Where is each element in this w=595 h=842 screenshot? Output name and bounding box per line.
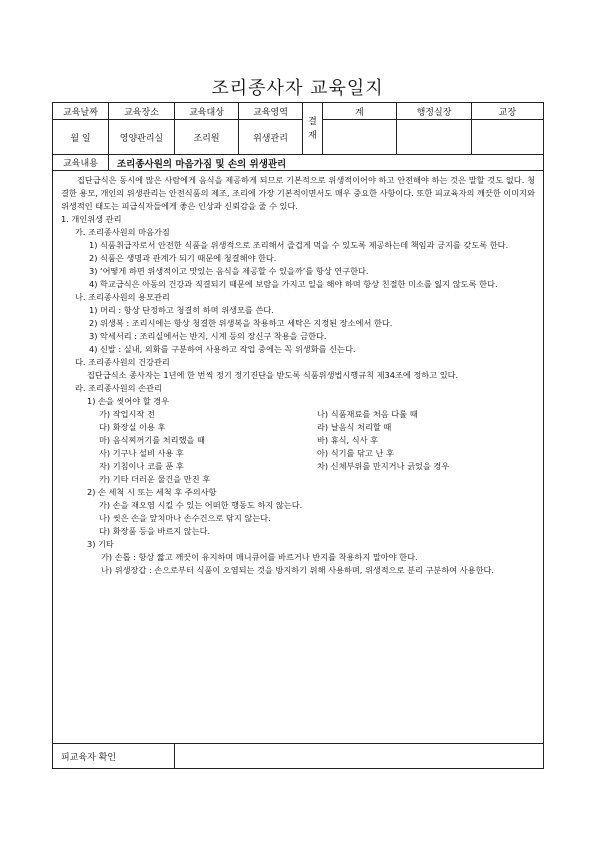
header-area: 교육영역 [239, 103, 303, 120]
value-place: 영양관리실 [109, 120, 175, 155]
list-item: 2) 위생복 : 조리시에는 항상 청결한 위생복을 착용하고 세탁은 지정된 장소에서 한다. [89, 318, 393, 328]
page-title: 조리종사자 교육일지 [211, 78, 384, 99]
list-item: 가) 손을 재오염 시킬 수 있는 어떠한 행동도 하지 않는다. [99, 500, 303, 510]
list-item: 1) 손을 씻어야 할 경우 [87, 396, 170, 406]
list-item: 마) 음식찌꺼기를 처리했을 때 바) 휴식, 식사 후 [99, 435, 379, 445]
list-item: 가) 작업시작 전 나) 식품재료를 처음 다룰 때 [99, 409, 418, 419]
subsection-heading: 가. 조리종사원의 마음가짐 [75, 227, 170, 237]
list-item: 1) 머리 : 항상 단정하고 청결히 하며 위생모를 쓴다. [89, 305, 274, 315]
header-date: 교육날짜 [53, 103, 109, 120]
list-item: 4) 학교급식은 아동의 건강과 직결되기 때문에 보람을 가지고 일을 해야 하며 항상 친절한 미소를 잃지 않도록 한다. [89, 279, 498, 289]
header-place: 교육장소 [109, 103, 175, 120]
list-item: 자) 기침이나 코를 푼 후 차) 신체부위를 만지거나 긁었을 경우 [99, 461, 450, 471]
content-topic: 조리종사원의 마음가짐 및 손의 위생관리 [109, 155, 544, 171]
list-item: 다) 화장품 등을 바르지 않는다. [99, 526, 211, 536]
list-item: 1) 식품취급자로서 안전한 식품을 위생적으로 조리해서 즐겁게 먹을 수 있도록 제공하는데 책임과 긍지를 갖도록 한다. [89, 240, 509, 250]
subsection-heading: 다. 조리종사원의 건강관리 [75, 357, 170, 367]
list-item: 가) 손톱 : 항상 짧고 깨끗이 유지하며 매니큐어를 바르거나 반지를 착용하지 말아야 한다. [101, 552, 418, 562]
trainee-confirm-field[interactable] [175, 744, 544, 769]
content-label: 교육내용 [53, 155, 109, 171]
value-target: 조리원 [175, 120, 239, 155]
list-item: 카) 기타 더러운 물건을 만진 후 [99, 474, 211, 484]
list-item: 사) 기구나 설비 사용 후 아) 식기를 닦고 난 후 [99, 448, 394, 458]
sign-admin[interactable] [397, 120, 472, 155]
section-heading: 1. 개인위생 관리 [61, 214, 122, 224]
list-item: 2) 손 세척 시 또는 세척 후 주의사항 [87, 487, 217, 497]
sign-principal[interactable] [472, 120, 544, 155]
value-area: 위생관리 [239, 120, 303, 155]
list-item: 나) 위생장갑 : 손으로부터 식품이 오염되는 것을 방지하기 위해 사용하며, 위생적으로 분리 구분하여 사용한다. [101, 565, 494, 575]
list-item: 3) 악세서리 : 조리실에서는 반지, 시계 등의 장신구 착용을 금한다. [89, 331, 327, 341]
header-target: 교육대상 [175, 103, 239, 120]
value-date: 월 일 [53, 120, 109, 155]
education-log-table [52, 102, 544, 769]
approver-admin: 행정실장 [397, 103, 472, 120]
trainee-confirm-label: 피교육자 확인 [53, 744, 175, 769]
subsection-heading: 라. 조리종사원의 손관리 [75, 383, 162, 393]
list-item: 3) 기타 [87, 539, 114, 549]
content-body [53, 171, 544, 744]
approval-label: 결 재 [303, 103, 323, 155]
list-item: 집단급식소 종사자는 1년에 한 번씩 정기 정기진단을 받도록 식품위생법시행규칙 제34조에 정하고 있다. [87, 370, 459, 380]
list-item: 다) 화장실 이용 후 라) 날음식 처리할 때 [99, 422, 392, 432]
intro-paragraph: 집단급식은 동시에 많은 사람에게 음식을 제공하게 되므로 기본적으로 위생적이어야 하고 안전해야 하는 것은 말할 것도 없다. 청결한 용모, 개인의 위생관리는 안전식품의 제조, 조리에 가장 기본적이면서도 매우 중요한 사항이다. 또한 피교육자의 깨끗한 이미지와 위생적인 태도는 피급식자들에게 좋은 인상과 신뢰감을 줄 수 있다. [61, 175, 535, 211]
list-item: 2) 식품은 생명과 관계가 되기 때문에 청결해야 한다. [89, 253, 277, 263]
list-item: 3) ‘어떻게 하면 위생적이고 맛있는 음식을 제공할 수 있을까’를 항상 연구한다. [89, 266, 369, 276]
approver-principal: 교장 [472, 103, 544, 120]
approver-staff: 계 [323, 103, 397, 120]
list-item: 나) 씻은 손을 앞치마나 손수건으로 닦지 않는다. [99, 513, 271, 523]
list-item: 4) 신발 : 실내, 외화를 구분하여 사용하고 작업 중에는 꼭 위생화를 신는다. [89, 344, 356, 354]
subsection-heading: 나. 조리종사원의 용모관리 [75, 292, 170, 302]
sign-staff[interactable] [323, 120, 397, 155]
